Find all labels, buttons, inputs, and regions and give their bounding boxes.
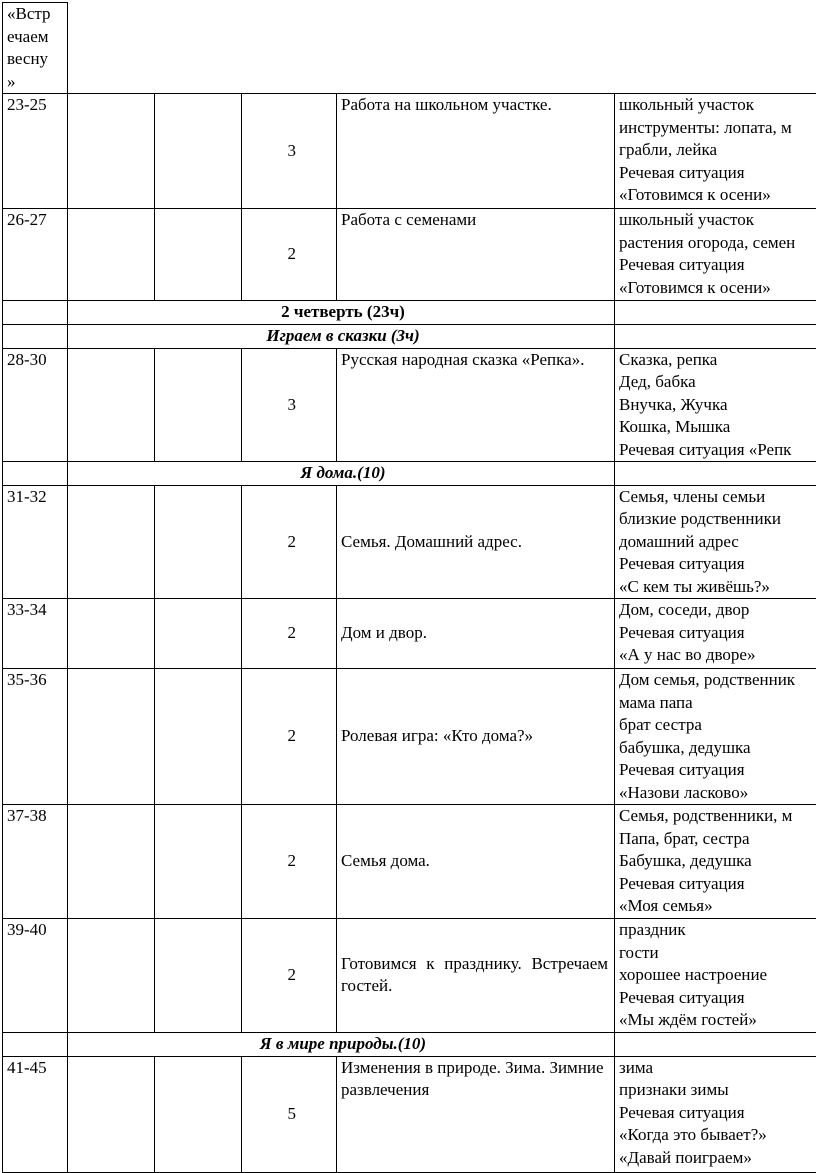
section-header-row — [3, 324, 816, 348]
quarter-header-row — [3, 301, 816, 325]
vocabulary-cell: школьный участок инструменты: лопата, м грабли, лейка Речевая ситуация «Готовимся к осени» — [615, 94, 816, 209]
hours-cell: 2 — [242, 919, 337, 1033]
vocabulary-cell: праздник гости хорошее настроение Речевая ситуация «Мы ждём гостей» — [615, 919, 816, 1033]
section-header-nature: Я в мире природы.(10) — [68, 1032, 615, 1056]
vocabulary-cell: Дом семья, родственник мама папа брат сестра бабушка, дедушка Речевая ситуация «Назови ласково» — [615, 669, 816, 805]
quarter-header: 2 четверть (23ч) — [68, 301, 615, 325]
topic-cell: Готовимся к празднику. Встречаем гостей. — [337, 919, 615, 1033]
vocabulary-cell: Семья, родственники, м Папа, брат, сестра Бабушка, дедушка Речевая ситуация «Моя семья» — [615, 805, 816, 919]
topic-cell: Русская народная сказка «Репка». — [337, 348, 615, 462]
table-row — [3, 348, 816, 462]
table-row — [3, 94, 816, 209]
number-cell: 28-30 — [3, 348, 68, 462]
hours-cell: 2 — [242, 669, 337, 805]
topic-cell: Семья. Домашний адрес. — [337, 485, 615, 599]
table-row — [3, 669, 816, 805]
number-cell: 39-40 — [3, 919, 68, 1033]
number-cell: 37-38 — [3, 805, 68, 919]
hours-cell: 5 — [242, 1056, 337, 1172]
number-cell: 26-27 — [3, 209, 68, 301]
topic-cell: Семья дома. — [337, 805, 615, 919]
vocabulary-cell: школьный участок растения огорода, семен Речевая ситуация «Готовимся к осени» — [615, 209, 816, 301]
table-row-fragment — [3, 3, 816, 94]
table-row — [3, 1056, 816, 1172]
vocabulary-cell: зима признаки зимы Речевая ситуация «Когда это бывает?» «Давай поиграем» — [615, 1056, 816, 1172]
topic-cell: Работа с семенами — [337, 209, 615, 301]
section-header-row — [3, 462, 816, 486]
topic-cell: Ролевая игра: «Кто дома?» — [337, 669, 615, 805]
lesson-plan-table — [2, 2, 816, 1173]
number-cell: 41-45 — [3, 1056, 68, 1172]
table-row — [3, 485, 816, 599]
number-cell: «Встр ечаем весну » — [3, 3, 68, 94]
table-row — [3, 805, 816, 919]
section-header-home: Я дома.(10) — [68, 462, 615, 486]
hours-cell: 2 — [242, 805, 337, 919]
hours-cell: 3 — [242, 348, 337, 462]
table-row — [3, 919, 816, 1033]
vocabulary-cell: Семья, члены семьи близкие родственники домашний адрес Речевая ситуация «С кем ты живёшь?» — [615, 485, 816, 599]
hours-cell: 2 — [242, 209, 337, 301]
number-cell: 31-32 — [3, 485, 68, 599]
topic-cell: Изменения в природе. Зима. Зимние развлечения — [337, 1056, 615, 1172]
table-row — [3, 209, 816, 301]
table-row — [3, 599, 816, 669]
number-cell: 23-25 — [3, 94, 68, 209]
vocabulary-cell: Дом, соседи, двор Речевая ситуация «А у нас во дворе» — [615, 599, 816, 669]
hours-cell: 2 — [242, 599, 337, 669]
hours-cell: 3 — [242, 94, 337, 209]
topic-cell: Работа на школьном участке. — [337, 94, 615, 209]
vocabulary-cell: Сказка, репка Дед, бабка Внучка, Жучка Кошка, Мышка Речевая ситуация «Репк — [615, 348, 816, 462]
number-cell: 35-36 — [3, 669, 68, 805]
hours-cell: 2 — [242, 485, 337, 599]
topic-cell: Дом и двор. — [337, 599, 615, 669]
number-cell: 33-34 — [3, 599, 68, 669]
section-header-tales: Играем в сказки (3ч) — [68, 324, 615, 348]
section-header-row — [3, 1032, 816, 1056]
